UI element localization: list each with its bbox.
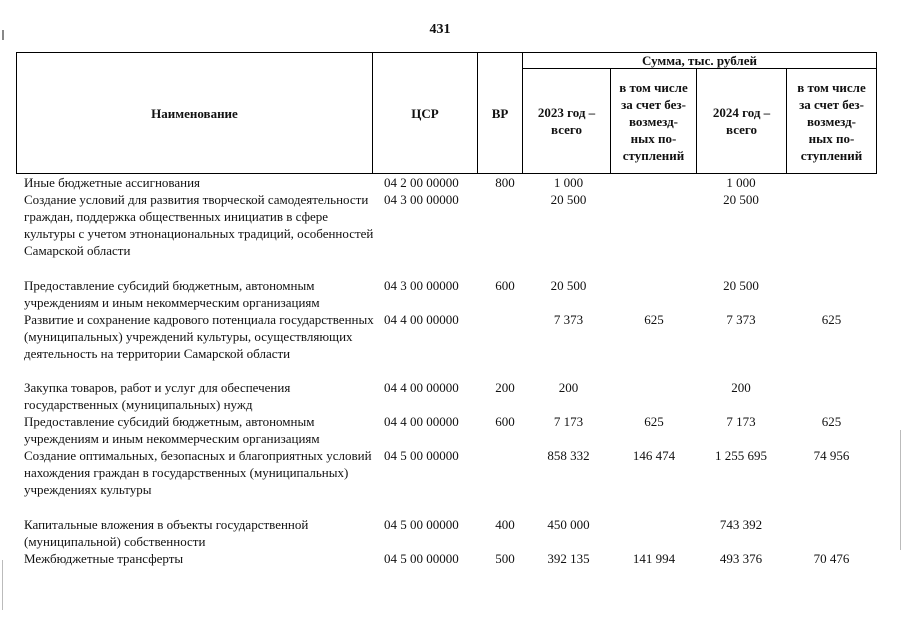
header-2023-total: 2023 год – всего — [522, 68, 611, 174]
row-2024-total: 20 500 — [723, 192, 759, 207]
header-name: Наименование — [16, 52, 373, 174]
row-2023-total: 7 173 — [553, 414, 584, 429]
row-2023-total: 392 135 — [547, 551, 590, 566]
row-2024-total: 1 255 695 — [715, 448, 767, 463]
row-2023-free: 625 — [644, 312, 664, 327]
row-csr: 04 3 00 00000 — [384, 192, 459, 207]
header-vr: ВР — [477, 52, 523, 174]
row-name: Создание условий для развития творческой самодеятельности граждан, поддержка общественных инициатив в сфере культуры с учетом этнонациональных традиций, особенностей Самарской области — [24, 192, 374, 258]
row-name: Создание оптимальных, безопасных и благоприятных условий нахождения граждан в государственных (муниципальных) учреждениях культуры — [24, 448, 372, 497]
row-csr: 04 2 00 00000 — [384, 175, 459, 190]
row-2024-free: 74 956 — [813, 448, 850, 463]
row-2024-total: 743 392 — [719, 517, 763, 532]
scan-edge-mark — [2, 560, 3, 610]
row-2024-total: 20 500 — [723, 278, 759, 293]
row-csr: 04 5 00 00000 — [384, 551, 459, 566]
row-name: Развитие и сохранение кадрового потенциала государственных (муниципальных) учреждений культуры, осуществляющих деятельность на территории Самарской области — [24, 312, 374, 361]
row-csr: 04 4 00 00000 — [384, 414, 459, 429]
row-2024-total: 7 373 — [726, 312, 756, 327]
row-2023-free: 146 474 — [632, 448, 676, 463]
page-number: 431 — [429, 22, 451, 37]
row-2023-total: 858 332 — [547, 448, 590, 463]
row-name: Капитальные вложения в объекты государственной (муниципальной) собственности — [24, 517, 309, 549]
row-2023-total: 450 000 — [547, 517, 590, 532]
row-csr: 04 5 00 00000 — [384, 448, 459, 463]
row-2024-free: 625 — [821, 312, 842, 327]
row-vr: 800 — [495, 175, 515, 190]
row-csr: 04 3 00 00000 — [384, 278, 459, 293]
row-2023-free: 625 — [644, 414, 664, 429]
row-2023-total: 20 500 — [550, 192, 587, 207]
row-vr: 600 — [495, 414, 515, 429]
row-2024-free: 625 — [821, 414, 842, 429]
row-2024-total: 200 — [731, 380, 751, 395]
header-2024-free: в том числе за счет без-возмезд-ных по-ступлений — [786, 68, 877, 174]
row-name: Закупка товаров, работ и услуг для обеспечения государственных (муниципальных) нужд — [24, 380, 291, 412]
row-2023-total: 7 373 — [553, 312, 584, 327]
row-name: Предоставление субсидий бюджетным, автономным учреждениям и иным некоммерческим организациям — [24, 414, 320, 446]
row-vr: 600 — [495, 278, 515, 293]
row-2023-total: 1 000 — [553, 175, 584, 190]
row-2023-free: 141 994 — [632, 551, 676, 566]
row-2024-total: 493 376 — [719, 551, 763, 566]
row-2023-total: 20 500 — [550, 278, 587, 293]
row-name: Предоставление субсидий бюджетным, автономным учреждениям и иным некоммерческим организациям — [24, 278, 320, 310]
row-vr: 500 — [495, 551, 515, 566]
row-2024-free: 70 476 — [813, 551, 850, 566]
header-csr: ЦСР — [372, 52, 478, 174]
row-2024-total: 7 173 — [726, 414, 756, 429]
row-vr: 200 — [495, 380, 515, 395]
row-vr: 400 — [495, 517, 515, 532]
row-2023-total: 200 — [558, 380, 579, 395]
row-name: Иные бюджетные ассигнования — [24, 175, 201, 190]
header-2024-total: 2024 год – всего — [696, 68, 787, 174]
scan-edge-mark — [900, 430, 901, 550]
scan-edge-mark — [2, 30, 4, 40]
row-2024-total: 1 000 — [726, 175, 756, 190]
row-csr: 04 4 00 00000 — [384, 380, 459, 395]
header-sum-group: Сумма, тыс. рублей — [522, 52, 877, 69]
header-2023-free: в том числе за счет без-возмезд-ных по-ступлений — [610, 68, 697, 174]
row-csr: 04 4 00 00000 — [384, 312, 459, 327]
row-csr: 04 5 00 00000 — [384, 517, 459, 532]
row-name: Межбюджетные трансферты — [24, 551, 184, 566]
